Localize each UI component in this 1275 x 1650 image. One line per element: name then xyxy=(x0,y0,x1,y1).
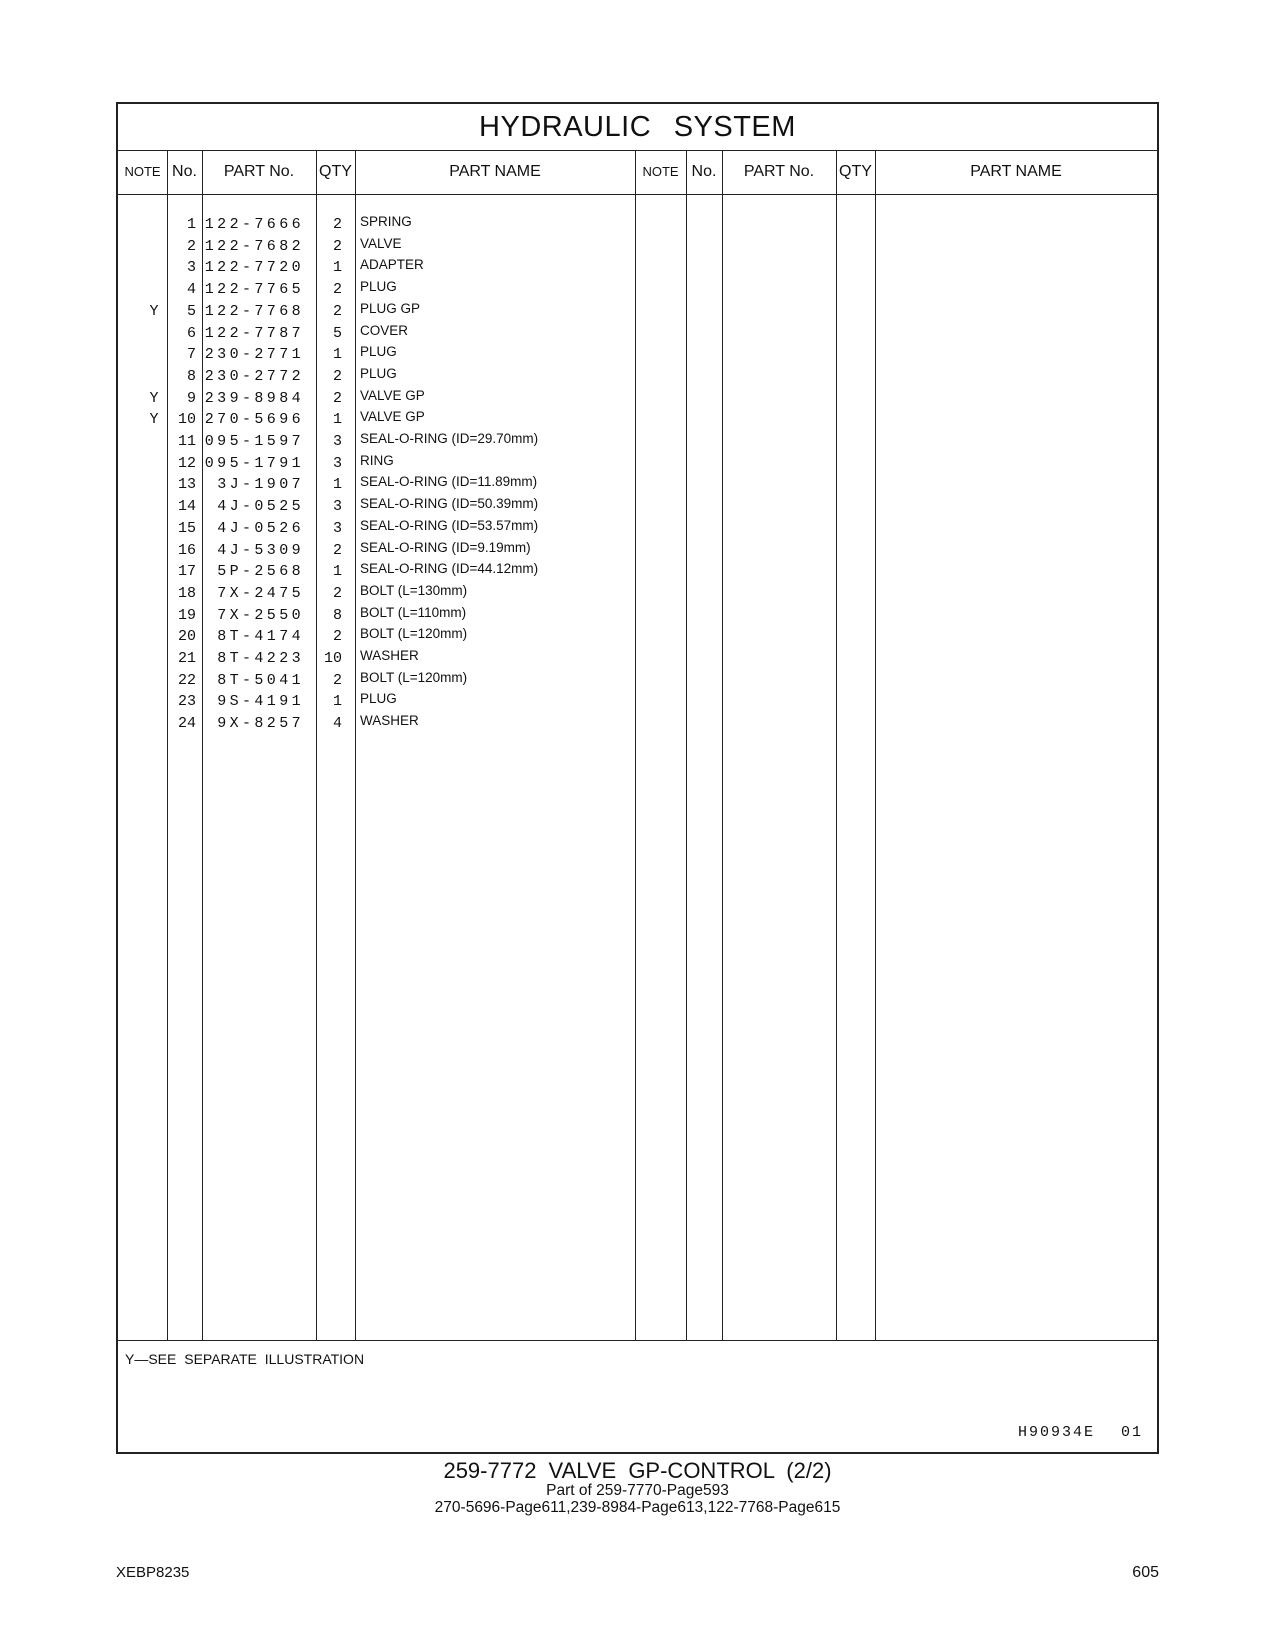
row-quantity: 1 xyxy=(332,693,342,711)
document-id: XEBP8235 xyxy=(116,1564,190,1581)
row-part-number: 239-8984 xyxy=(204,389,304,407)
row-quantity: 10 xyxy=(323,650,342,667)
figure-caption-parent: Part of 259-7770-Page593 xyxy=(546,1482,729,1499)
row-number: 17 xyxy=(177,563,196,581)
row-quantity: 2 xyxy=(332,541,342,559)
column-divider xyxy=(686,150,687,1340)
row-part-number: 5P-2568 xyxy=(217,563,304,581)
row-part-number: 230-2772 xyxy=(204,367,304,385)
column-divider xyxy=(875,150,876,1340)
row-quantity: 2 xyxy=(332,389,342,407)
row-quantity: 3 xyxy=(332,498,342,516)
column-divider xyxy=(722,150,723,1340)
row-number: 22 xyxy=(177,671,196,689)
row-number: 16 xyxy=(177,541,196,559)
header-qty-left: QTY xyxy=(316,150,355,195)
row-quantity: 2 xyxy=(332,216,342,233)
parts-table xyxy=(116,102,1159,1454)
row-quantity: 1 xyxy=(332,411,342,429)
row-part-number: 122-7682 xyxy=(204,237,304,255)
row-part-number: 9X-8257 xyxy=(217,715,304,733)
row-part-name: PLUG xyxy=(360,279,397,295)
column-divider xyxy=(355,150,356,1340)
row-number: 18 xyxy=(177,584,196,602)
header-partname-right: PART NAME xyxy=(875,150,1157,195)
header-partname-left: PART NAME xyxy=(355,150,635,195)
row-part-name: PLUG xyxy=(360,691,397,707)
row-part-name: COVER xyxy=(360,322,409,338)
row-part-number: 122-7720 xyxy=(204,259,304,277)
drawing-code-id: H90934E xyxy=(1017,1424,1095,1441)
row-number: 8 xyxy=(186,367,196,385)
row-part-number: 8T-4174 xyxy=(217,628,304,646)
row-quantity: 2 xyxy=(332,302,342,320)
column-divider xyxy=(635,150,636,1340)
row-part-number: 122-7666 xyxy=(204,216,304,233)
row-part-name: WASHER xyxy=(360,648,419,663)
row-number: 1 xyxy=(186,216,196,233)
row-number: 20 xyxy=(177,628,196,646)
row-part-number: 3J-1907 xyxy=(217,476,304,494)
row-quantity: 2 xyxy=(332,584,342,602)
row-quantity: 8 xyxy=(332,606,342,624)
row-part-name: ADAPTER xyxy=(360,257,424,273)
row-part-number: 7X-2550 xyxy=(217,606,304,624)
row-part-number: 270-5696 xyxy=(204,411,304,429)
row-part-name: BOLT (L=110mm) xyxy=(360,604,467,620)
row-number: 14 xyxy=(177,498,196,516)
row-number: 10 xyxy=(177,411,196,429)
page-number: 605 xyxy=(1132,1564,1159,1581)
row-number: 19 xyxy=(177,606,196,624)
row-note: Y xyxy=(149,411,159,429)
column-divider xyxy=(836,150,837,1340)
row-part-name: SEAL-O-RING (ID=53.57mm) xyxy=(360,517,539,533)
row-number: 3 xyxy=(186,259,196,277)
row-number: 11 xyxy=(177,433,196,450)
row-part-number: 7X-2475 xyxy=(217,584,304,602)
row-number: 9 xyxy=(186,389,196,407)
row-part-number: 122-7765 xyxy=(204,281,304,299)
drawing-code xyxy=(1018,1424,1143,1441)
column-divider xyxy=(202,150,203,1340)
row-part-name: VALVE GP xyxy=(360,409,425,425)
row-part-name: PLUG xyxy=(360,344,397,360)
row-number: 12 xyxy=(177,454,196,472)
row-part-number: 4J-5309 xyxy=(217,541,304,559)
row-part-name: SEAL-O-RING (ID=29.70mm) xyxy=(360,431,539,446)
row-quantity: 1 xyxy=(332,346,342,364)
section-title: HYDRAULIC SYSTEM xyxy=(118,104,1157,151)
row-quantity: 2 xyxy=(332,237,342,255)
header-no-left: No. xyxy=(167,150,202,195)
row-part-name: SEAL-O-RING (ID=50.39mm) xyxy=(360,496,539,512)
row-quantity: 1 xyxy=(332,476,342,494)
header-partno-right: PART No. xyxy=(722,150,836,195)
row-part-number: 9S-4191 xyxy=(217,693,304,711)
row-quantity: 1 xyxy=(332,259,342,277)
row-part-name: RING xyxy=(360,452,394,468)
row-number: 4 xyxy=(186,281,196,299)
row-part-name: SEAL-O-RING (ID=44.12mm) xyxy=(360,561,539,577)
header-no-right: No. xyxy=(686,150,722,195)
row-number: 6 xyxy=(186,324,196,342)
row-quantity: 2 xyxy=(332,628,342,646)
figure-caption-title: 259-7772 VALVE GP-CONTROL (2/2) xyxy=(443,1458,832,1483)
row-part-name: SEAL-O-RING (ID=11.89mm) xyxy=(360,474,538,490)
row-number: 7 xyxy=(186,346,196,364)
row-part-name: BOLT (L=120mm) xyxy=(360,669,468,685)
row-part-number: 4J-0526 xyxy=(217,519,304,537)
row-quantity: 2 xyxy=(332,281,342,299)
row-number: 23 xyxy=(177,693,196,711)
note-legend: Y—SEE SEPARATE ILLUSTRATION xyxy=(125,1351,365,1367)
row-part-name: VALVE GP xyxy=(360,387,425,403)
row-part-number: 8T-4223 xyxy=(217,650,304,667)
header-note-right: NOTE xyxy=(635,150,686,195)
row-quantity: 1 xyxy=(332,563,342,581)
row-quantity: 5 xyxy=(332,324,342,342)
row-part-name: PLUG xyxy=(360,365,397,381)
row-number: 13 xyxy=(177,476,196,494)
row-part-name: PLUG GP xyxy=(360,300,421,316)
row-note: Y xyxy=(149,302,159,320)
row-quantity: 4 xyxy=(332,715,342,733)
row-part-number: 122-7768 xyxy=(204,302,304,320)
header-note-left: NOTE xyxy=(118,150,167,195)
footer-divider xyxy=(118,1340,1157,1341)
header-partno-left: PART No. xyxy=(202,150,316,195)
row-number: 15 xyxy=(177,519,196,537)
header-qty-right: QTY xyxy=(836,150,875,195)
row-part-name: SPRING xyxy=(360,214,412,229)
row-part-number: 4J-0525 xyxy=(217,498,304,516)
row-part-number: 095-1597 xyxy=(204,433,304,450)
row-part-name: WASHER xyxy=(360,713,419,729)
row-note: Y xyxy=(149,389,159,407)
row-part-name: SEAL-O-RING (ID=9.19mm) xyxy=(360,539,531,555)
row-number: 5 xyxy=(186,302,196,320)
row-part-number: 122-7787 xyxy=(204,324,304,342)
row-part-number: 095-1791 xyxy=(204,454,304,472)
row-quantity: 3 xyxy=(332,454,342,472)
row-quantity: 2 xyxy=(332,671,342,689)
figure-caption-references: 270-5696-Page611,239-8984-Page613,122-7768-Page615 xyxy=(434,1499,841,1516)
row-quantity: 2 xyxy=(332,367,342,385)
row-quantity: 3 xyxy=(332,519,342,537)
row-number: 21 xyxy=(177,650,196,667)
row-quantity: 3 xyxy=(332,433,342,450)
row-part-name: BOLT (L=120mm) xyxy=(360,626,468,642)
row-number: 24 xyxy=(177,715,196,733)
row-part-number: 230-2771 xyxy=(204,346,304,364)
row-part-name: VALVE xyxy=(360,235,402,251)
row-part-name: BOLT (L=130mm) xyxy=(360,582,468,598)
row-part-number: 8T-5041 xyxy=(217,671,304,689)
row-number: 2 xyxy=(186,237,196,255)
drawing-code-suffix: 01 xyxy=(1120,1424,1143,1441)
